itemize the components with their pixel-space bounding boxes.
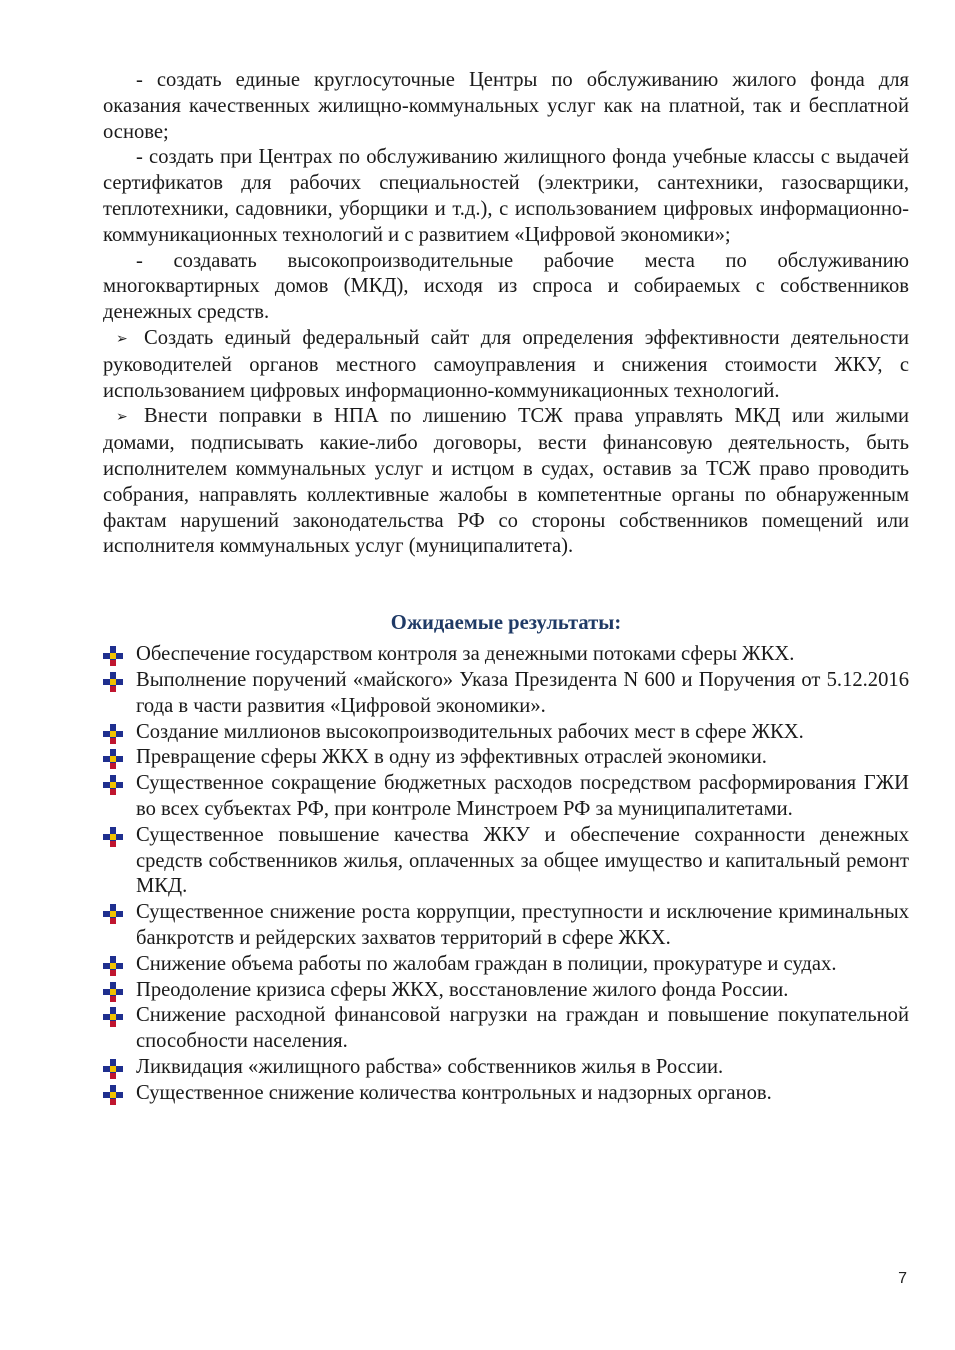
result-item-text: Существенное сокращение бюджетных расходов посредством расформирования ГЖИ во всех субъектах РФ, при контроле Минстроем РФ за муниципалитетами.	[136, 772, 909, 820]
result-item	[103, 720, 909, 746]
result-item-text: Превращение сферы ЖКХ в одну из эффективных отраслей экономики.	[136, 746, 767, 769]
result-item	[103, 642, 909, 668]
result-item-text: Преодоление кризиса сферы ЖКХ, восстановление жилого фонда России.	[136, 978, 789, 1001]
result-item	[103, 952, 909, 978]
result-item	[103, 1081, 909, 1107]
dash-item-3: - создавать высокопроизводительные рабочие места по обслуживанию многоквартирных домов (МКД), исходя из спроса и собираемых с собственников денежных средств.	[103, 249, 909, 324]
arrow-item-text: Внести поправки в НПА по лишению ТСЖ права управлять МКД или жилыми домами, подписывать какие-либо договоры, вести финансовую деятельность, быть исполнителем коммунальных услуг и истцом в судах, оставив за ТСЖ право проводить собрания, направлять коллективные жалобы в компетентные органы по обнаруженным фактам нарушений законодательства РФ со стороны собственников помещений или исполнителя коммунальных услуг (муниципалитета).	[103, 405, 909, 558]
arrow-item-2	[103, 404, 909, 560]
results-heading: Ожидаемые результаты:	[390, 612, 622, 635]
result-item-text: Снижение расходной финансовой нагрузки на граждан и повышение покупательной способности населения.	[136, 1004, 909, 1053]
plus-bullet-icon	[103, 827, 123, 847]
plus-bullet-icon	[103, 982, 123, 1002]
plus-bullet-icon	[103, 775, 123, 795]
result-item-text: Снижение объема работы по жалобам граждан в полиции, прокуратуре и судах.	[136, 952, 837, 975]
plus-bullet-icon	[103, 956, 123, 976]
result-item	[103, 771, 909, 823]
dash-item-1: - создать единые круглосуточные Центры по обслуживанию жилого фонда для оказания качественных жилищно-коммунальных услуг как на платной, так и бесплатной основе;	[103, 69, 909, 143]
plus-bullet-icon	[103, 724, 123, 744]
plus-bullet-icon	[103, 1059, 123, 1079]
result-item	[103, 1055, 909, 1081]
result-item	[103, 1003, 909, 1055]
arrow-right-icon: ➢	[116, 330, 128, 347]
arrow-right-icon: ➢	[116, 409, 128, 426]
result-item-text: Обеспечение государством контроля за денежными потоками сферы ЖКХ.	[136, 643, 795, 666]
plus-bullet-icon	[103, 904, 123, 924]
result-item	[103, 900, 909, 952]
plus-bullet-icon	[103, 749, 123, 769]
result-item-text: Создание миллионов высокопроизводительных рабочих мест в сфере ЖКХ.	[136, 720, 804, 743]
result-item	[103, 668, 909, 720]
result-item	[103, 978, 909, 1004]
result-item	[103, 745, 909, 771]
result-item	[103, 823, 909, 900]
document-page	[103, 68, 909, 1106]
result-item-text: Существенное снижение количества контрольных и надзорных органов.	[136, 1081, 772, 1104]
results-list	[103, 642, 909, 1106]
plus-bullet-icon	[103, 646, 123, 666]
result-item-text: Существенное снижение роста коррупции, преступности и исключение криминальных банкротств и рейдерских захватов территорий в сфере ЖКХ.	[136, 901, 909, 949]
plus-bullet-icon	[103, 1085, 123, 1105]
page-number: 7	[898, 1270, 907, 1287]
arrow-item-1	[103, 326, 909, 404]
result-item-text: Ликвидация «жилищного рабства» собственников жилья в России.	[136, 1055, 724, 1078]
plus-bullet-icon	[103, 672, 123, 692]
dash-item-2: - создать при Центрах по обслуживанию жилищного фонда учебные классы с выдачей сертификатов для рабочих специальностей (электрики, сантехники, газосварщики, теплотехники, садовники, уборщики и т.д.), с использованием цифровых информационно-коммуникационных технологий и с развитием «Цифровой экономики»;	[103, 146, 909, 246]
arrow-item-text: Создать единый федеральный сайт для определения эффективности деятельности руководителей органов местного самоуправления и снижения стоимости ЖКУ, с использованием цифровых информационно-коммуникационных технологий.	[103, 326, 909, 402]
plus-bullet-icon	[103, 1007, 123, 1027]
result-item-text: Существенное повышение качества ЖКУ и обеспечение сохранности денежных средств собственников жилья, оплаченных за общее имущество и капитальный ремонт МКД.	[136, 823, 909, 898]
result-item-text: Выполнение поручений «майского» Указа Президента N 600 и Поручения от 5.12.2016 года в части развития «Цифровой экономики».	[136, 668, 909, 717]
